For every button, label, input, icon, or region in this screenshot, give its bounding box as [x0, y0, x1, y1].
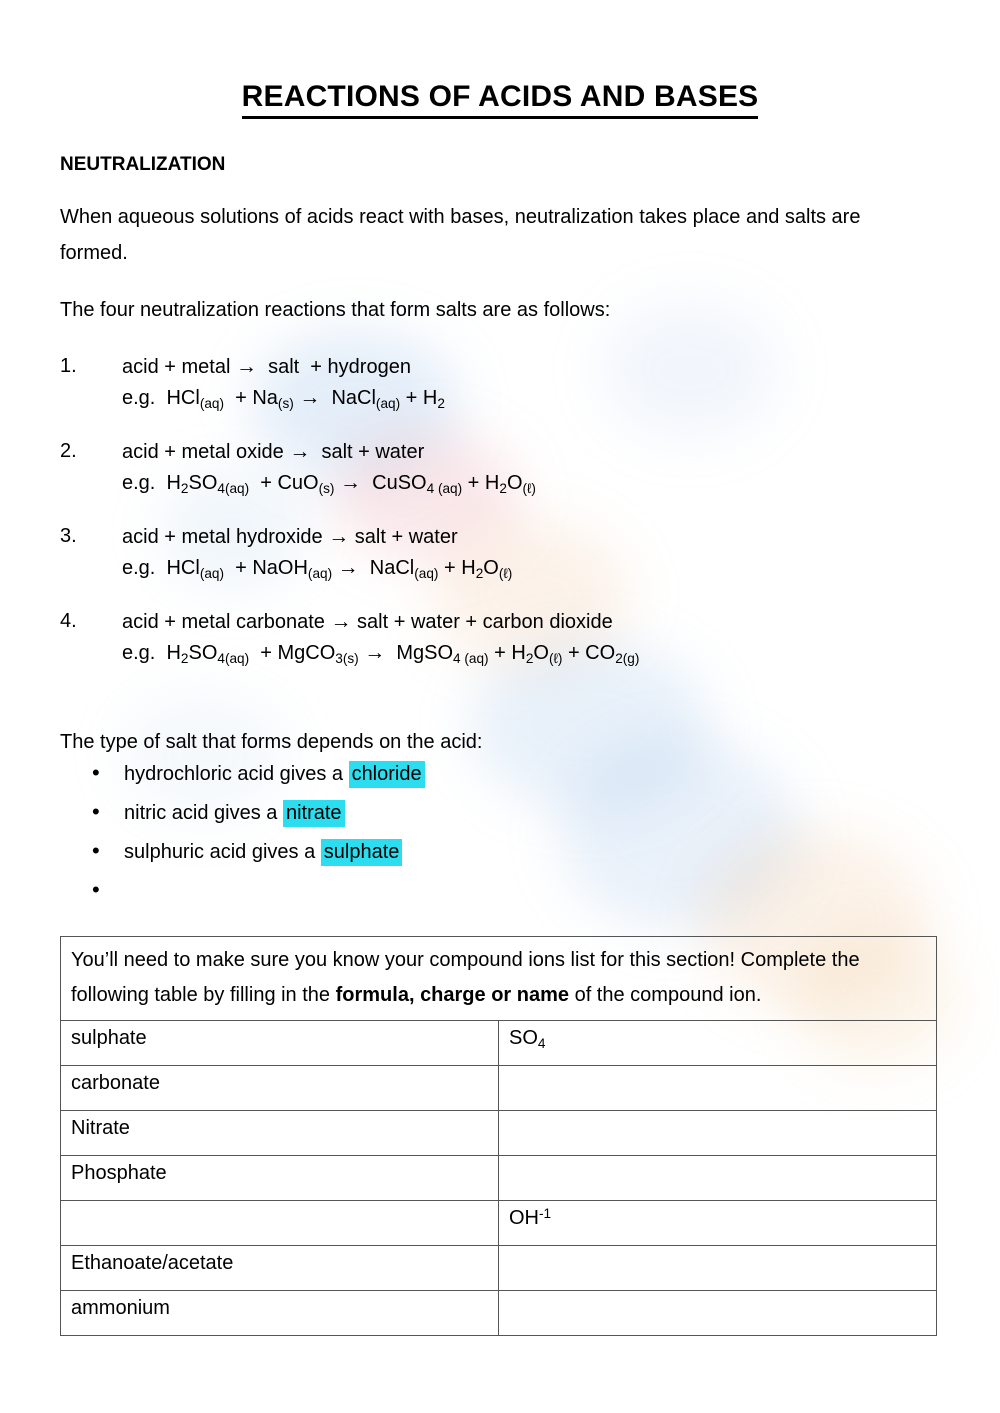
state-subscript: (ℓ): [498, 566, 513, 582]
reaction-word-equation-row: [60, 351, 1000, 383]
reaction-word-equation-row: [60, 606, 1000, 638]
ion-name-cell[interactable]: sulphate: [61, 1021, 499, 1066]
yields-arrow-icon: →: [328, 524, 350, 548]
formula-subscript: 2: [180, 481, 189, 497]
highlighted-term: chloride: [349, 761, 425, 788]
paragraph-lead-in: The four neutralization reactions that form salts are as follows:: [60, 299, 611, 322]
yields-arrow-icon: →: [299, 386, 321, 410]
bullet-text: hydrochloric acid gives a: [124, 763, 349, 786]
reaction-item-1: [60, 351, 1000, 414]
state-subscript: (aq): [307, 566, 333, 582]
bullet-text: sulphuric acid gives a: [124, 841, 321, 864]
ion-name-cell[interactable]: Ethanoate/acetate: [61, 1246, 499, 1291]
reaction-number: 2.: [60, 439, 77, 462]
yields-arrow-icon: →: [289, 439, 311, 463]
reaction-word-equation-row: [60, 521, 1000, 553]
list-item: [92, 842, 1000, 866]
yields-arrow-icon: →: [340, 471, 362, 495]
state-subscript: (s): [318, 481, 335, 497]
ion-formula-cell[interactable]: [499, 1066, 937, 1111]
table-row: [61, 1291, 937, 1336]
instruction-line-2-b: of the compound ion.: [569, 983, 762, 1006]
state-subscript: (ℓ): [522, 481, 536, 497]
charge-superscript: -1: [539, 1206, 552, 1222]
reaction-item-2: [60, 436, 1000, 499]
example-label: e.g.: [122, 387, 156, 410]
reaction-word-equation: acid + metal oxide → salt + water: [122, 439, 425, 463]
formula-subscript: 4(aq): [217, 481, 250, 497]
table-row: [61, 1201, 937, 1246]
yields-arrow-icon: →: [235, 354, 257, 378]
reaction-example: e.g. HCl$_{(aq)}$ + NaOH$_{(aq)}$ → NaCl$_{(aq)}$ + $H_2O_{(\ell)}$: [122, 556, 513, 582]
yields-arrow-icon: →: [330, 609, 352, 633]
ion-formula-cell[interactable]: $SO_4$: [499, 1021, 937, 1066]
ion-formula-cell[interactable]: [499, 1156, 937, 1201]
formula-subscript: 4: [537, 1035, 546, 1051]
list-item: [92, 803, 1000, 827]
example-label: e.g.: [122, 642, 156, 665]
reaction-number: 4.: [60, 609, 77, 632]
yields-arrow-icon: →: [364, 641, 386, 665]
table-row: [61, 1066, 937, 1111]
section-heading-neutralization: NEUTRALIZATION: [60, 154, 226, 175]
formula-subscript: 2: [499, 481, 507, 497]
list-item: [92, 881, 1000, 905]
formula-subscript: 4 (aq): [453, 651, 489, 667]
formula-subscript: 2(g): [615, 651, 640, 667]
formula-subscript: 3(s): [335, 651, 359, 667]
ion-name-cell[interactable]: Phosphate: [61, 1156, 499, 1201]
highlighted-term: sulphate: [321, 839, 403, 866]
reaction-item-4: [60, 606, 1000, 669]
reaction-word-equation: acid + metal hydroxide → salt + water: [122, 524, 458, 548]
instruction-emphasis: formula, charge or name: [335, 983, 570, 1006]
ion-name-cell[interactable]: [61, 1201, 499, 1246]
ion-name-cell[interactable]: carbonate: [61, 1066, 499, 1111]
formula-subscript: 4(aq): [217, 651, 250, 667]
reaction-list: [0, 329, 1000, 669]
state-subscript: (aq): [414, 566, 439, 582]
reaction-example: e.g. $H_2SO_{4(aq)}$ + MgCO$_{3(s)}$ → MgSO$_{4 (aq)}$ + $H_2O_{(\ell)} + CO_{2(g)}$: [122, 641, 640, 667]
table-instructions-cell: [61, 937, 937, 1021]
reaction-word-equation: acid + metal carbonate → salt + water + carbon dioxide: [122, 609, 613, 633]
state-subscript: (aq): [199, 396, 224, 412]
table-row: [61, 1111, 937, 1156]
paragraph-intro: When aqueous solutions of acids react with bases, neutralization takes place and salts are formed.: [60, 206, 861, 264]
ion-formula-cell[interactable]: [499, 1111, 937, 1156]
table-row: [61, 1156, 937, 1201]
page-title-text: REACTIONS OF ACIDS AND BASES: [242, 80, 759, 119]
reaction-example: e.g. $H_2SO_{4(aq)} + CuO_{(s)}$ → CuSO$_{4 (aq)}$ + $H_2O_{(\ell)}$: [122, 471, 536, 497]
reaction-number: 3.: [60, 524, 77, 547]
table-row: [61, 1021, 937, 1066]
compound-ions-table-wrapper: [0, 920, 1000, 1336]
bullet-text: nitric acid gives a: [124, 802, 283, 825]
ion-name-cell[interactable]: ammonium: [61, 1291, 499, 1336]
state-subscript: (aq): [199, 566, 224, 582]
list-item: [92, 764, 1000, 788]
table-row: [61, 1246, 937, 1291]
formula-subscript: 4 (aq): [426, 481, 463, 497]
state-subscript: (s): [277, 396, 294, 412]
compound-ions-table: [60, 936, 937, 1336]
state-subscript: (aq): [375, 396, 401, 412]
salt-type-bullet-list: [0, 760, 1000, 905]
instruction-line-1: You’ll need to make sure you know your compound ions list for this section!: [71, 949, 736, 972]
reaction-number: 1.: [60, 354, 77, 377]
reaction-item-3: [60, 521, 1000, 584]
table-row-instructions: [61, 937, 937, 1021]
page-title: [0, 0, 1000, 112]
formula-subscript: 2: [437, 396, 445, 412]
paragraph-salt-type: The type of salt that forms depends on the acid:: [60, 730, 483, 753]
reaction-word-equation-row: [60, 436, 1000, 468]
ion-name-cell[interactable]: Nitrate: [61, 1111, 499, 1156]
formula-subscript: 2: [180, 651, 189, 667]
state-subscript: (ℓ): [548, 651, 563, 667]
highlighted-term: nitrate: [283, 800, 345, 827]
example-label: e.g.: [122, 557, 156, 580]
ion-formula-cell[interactable]: [499, 1291, 937, 1336]
reaction-word-equation: acid + metal → salt + hydrogen: [122, 354, 411, 378]
ion-formula-cell[interactable]: [499, 1246, 937, 1291]
formula-subscript: 2: [525, 651, 534, 667]
yields-arrow-icon: →: [337, 556, 359, 580]
reaction-example: e.g. $HCl_{(aq)} + Na_{(s)}$ → NaCl$_{(aq)}$ + $H_2$: [122, 386, 445, 412]
example-label: e.g.: [122, 472, 156, 495]
instruction-line-2-a: Complete the following table by filling in the: [71, 949, 860, 1006]
ion-formula-cell[interactable]: $OH^{-1}$: [499, 1201, 937, 1246]
formula-subscript: 2: [475, 566, 484, 582]
